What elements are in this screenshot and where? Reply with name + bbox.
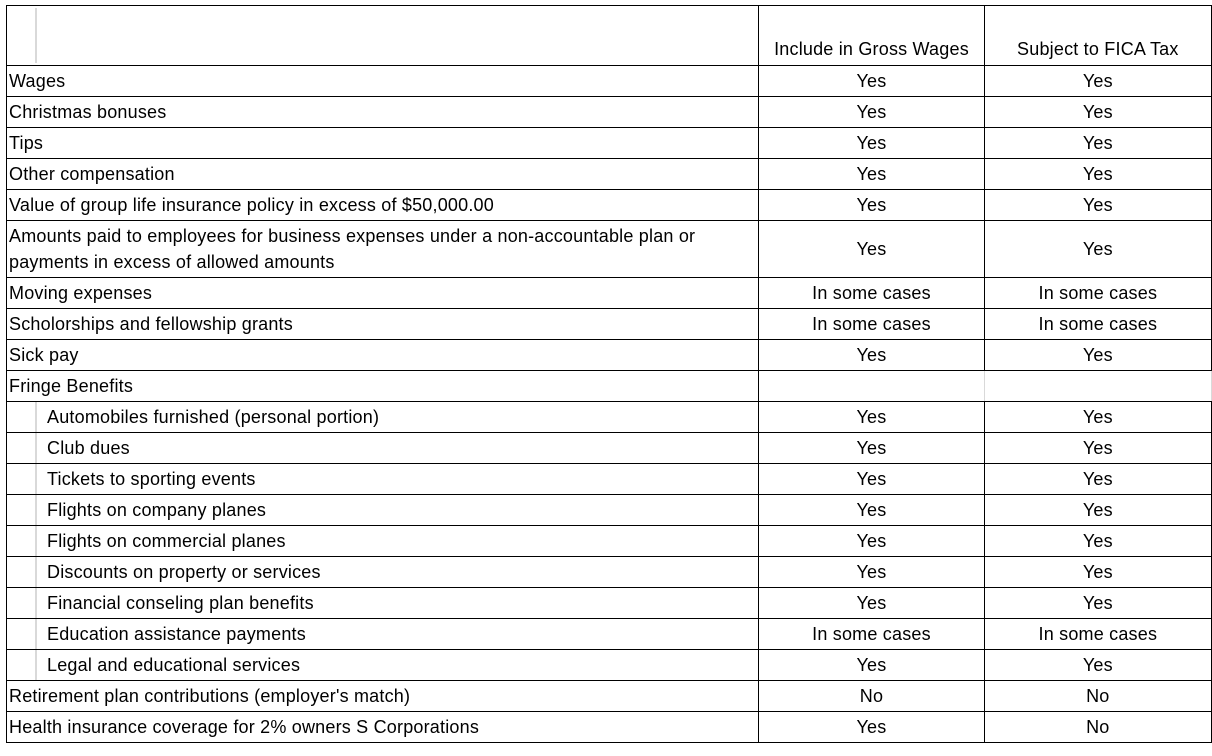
table-row [7, 340, 1212, 371]
fica-tax-cell[interactable]: No [984, 712, 1211, 743]
gross-wages-cell[interactable]: Yes [759, 433, 984, 464]
table-row [7, 495, 1212, 526]
gross-wages-cell[interactable]: No [759, 681, 984, 712]
table-row [7, 159, 1212, 190]
row-label[interactable]: Legal and educational services [7, 650, 759, 681]
fica-tax-cell[interactable]: In some cases [984, 619, 1211, 650]
gross-wages-cell[interactable]: In some cases [759, 309, 984, 340]
row-label[interactable]: Sick pay [7, 340, 759, 371]
fica-tax-cell[interactable]: Yes [984, 97, 1211, 128]
row-label[interactable]: Financial conseling plan benefits [7, 588, 759, 619]
gross-wages-cell[interactable]: Yes [759, 128, 984, 159]
fica-tax-cell[interactable]: In some cases [984, 309, 1211, 340]
gross-wages-cell[interactable]: Yes [759, 402, 984, 433]
table-row [7, 526, 1212, 557]
row-label[interactable]: Automobiles furnished (personal portion) [7, 402, 759, 433]
row-label[interactable]: Tickets to sporting events [7, 464, 759, 495]
fica-tax-cell[interactable]: Yes [984, 159, 1211, 190]
group-label[interactable]: Fringe Benefits [7, 371, 759, 402]
header-label-cell[interactable] [7, 6, 759, 66]
row-label[interactable]: Tips [7, 128, 759, 159]
row-label[interactable]: Value of group life insurance policy in excess of $50,000.00 [7, 190, 759, 221]
gross-wages-cell[interactable]: In some cases [759, 278, 984, 309]
table-row [7, 619, 1212, 650]
gross-wages-cell[interactable]: Yes [759, 557, 984, 588]
table-row [7, 588, 1212, 619]
fica-tax-cell[interactable]: Yes [984, 128, 1211, 159]
fica-tax-cell[interactable]: Yes [984, 190, 1211, 221]
row-label[interactable]: Flights on commercial planes [7, 526, 759, 557]
table-row [7, 650, 1212, 681]
row-label[interactable]: Flights on company planes [7, 495, 759, 526]
row-label[interactable]: Discounts on property or services [7, 557, 759, 588]
fica-tax-cell[interactable]: Yes [984, 526, 1211, 557]
fica-tax-cell[interactable] [984, 371, 1211, 402]
row-label[interactable]: Other compensation [7, 159, 759, 190]
header-gross-wages[interactable]: Include in Gross Wages [759, 6, 984, 66]
fica-tax-cell[interactable]: Yes [984, 433, 1211, 464]
gross-wages-cell[interactable]: Yes [759, 712, 984, 743]
header-row [7, 6, 1212, 66]
fica-tax-cell[interactable]: Yes [984, 557, 1211, 588]
gross-wages-cell[interactable]: Yes [759, 190, 984, 221]
row-label[interactable]: Retirement plan contributions (employer's match) [7, 681, 759, 712]
fica-tax-cell[interactable]: No [984, 681, 1211, 712]
row-label[interactable]: Scholorships and fellowship grants [7, 309, 759, 340]
gross-wages-cell[interactable]: Yes [759, 159, 984, 190]
table-row [7, 712, 1212, 743]
row-label[interactable]: Amounts paid to employees for business expenses under a non-accountable plan or payments in excess of allowed amounts [7, 221, 759, 278]
fica-tax-cell[interactable]: Yes [984, 650, 1211, 681]
table-row [7, 681, 1212, 712]
table-row [7, 309, 1212, 340]
table-row [7, 402, 1212, 433]
row-label[interactable]: Christmas bonuses [7, 97, 759, 128]
table-row [7, 278, 1212, 309]
gross-wages-cell[interactable]: Yes [759, 650, 984, 681]
fica-tax-cell[interactable]: Yes [984, 495, 1211, 526]
gross-wages-cell[interactable]: Yes [759, 495, 984, 526]
gross-wages-cell[interactable]: In some cases [759, 619, 984, 650]
fica-tax-cell[interactable]: Yes [984, 221, 1211, 278]
gross-wages-cell[interactable]: Yes [759, 221, 984, 278]
fica-tax-cell[interactable]: In some cases [984, 278, 1211, 309]
gross-wages-cell[interactable] [759, 371, 984, 402]
group-header-row [7, 371, 1212, 402]
header-fica-tax[interactable]: Subject to FICA Tax [984, 6, 1211, 66]
gross-wages-cell[interactable]: Yes [759, 97, 984, 128]
gross-wages-cell[interactable]: Yes [759, 526, 984, 557]
table-row [7, 557, 1212, 588]
wage-tax-table [6, 5, 1212, 743]
fica-tax-cell[interactable]: Yes [984, 588, 1211, 619]
row-label[interactable]: Education assistance payments [7, 619, 759, 650]
gross-wages-cell[interactable]: Yes [759, 340, 984, 371]
table-row [7, 433, 1212, 464]
fica-tax-cell[interactable]: Yes [984, 402, 1211, 433]
fica-tax-cell[interactable]: Yes [984, 66, 1211, 97]
row-label[interactable]: Club dues [7, 433, 759, 464]
table-row [7, 66, 1212, 97]
table-row [7, 464, 1212, 495]
gross-wages-cell[interactable]: Yes [759, 66, 984, 97]
row-label[interactable]: Wages [7, 66, 759, 97]
gross-wages-cell[interactable]: Yes [759, 588, 984, 619]
row-label[interactable]: Health insurance coverage for 2% owners S Corporations [7, 712, 759, 743]
table-row [7, 128, 1212, 159]
fica-tax-cell[interactable]: Yes [984, 464, 1211, 495]
gross-wages-cell[interactable]: Yes [759, 464, 984, 495]
table-row [7, 190, 1212, 221]
table-row [7, 221, 1212, 278]
table-row [7, 97, 1212, 128]
row-label[interactable]: Moving expenses [7, 278, 759, 309]
fica-tax-cell[interactable]: Yes [984, 340, 1211, 371]
